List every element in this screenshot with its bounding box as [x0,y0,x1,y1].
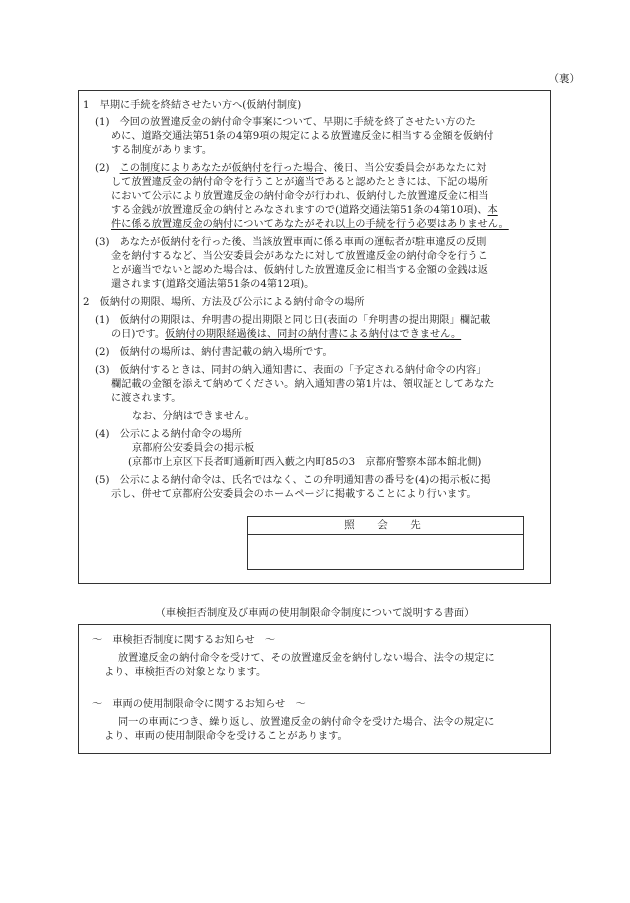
usage-restriction-line2: より、車両の使用制限命令を受けることがあります。 [104,731,348,742]
section2-title: 2 仮納付の期限、場所、方法及び公示による納付命令の場所 [83,297,365,308]
s2-p4-line3: (京都市上京区下長者町通新町西入藪之内町85の3 京都府警察本部本館北側) [128,457,482,468]
s1-p2-line3: において公示により放置違反金の納付命令が行われ、仮納付した放置違反金に相当 [111,191,489,202]
s1-p1-line3: する制度があります。 [111,145,213,156]
s1-p1-line1: (1) 今回の放置違反金の納付命令事案について、早期に手続を終了させたい方のた [95,117,476,128]
s2-p5-line2: 示し、併せて京都府公安委員会のホームページに掲載することにより行います。 [111,489,477,500]
s2-p4-line2: 京都府公安委員会の掲示板 [132,443,255,454]
s2-p3-line1: (3) 仮納付するときは、同封の納入通知書に、表面の「予定される納付命令の内容」 [95,365,487,376]
usage-restriction-heading: ～ 車両の使用制限命令に関するお知らせ ～ [92,699,306,710]
s2-p1-line1: (1) 仮納付の期限は、弁明書の提出期限と同じ日(表面の「弁明書の提出期限」欄記載 [95,315,491,326]
s2-p3-line4: なお、分納はできません。 [132,411,255,422]
s1-p2-line5: 件に係る放置違反金の納付についてあなたがそれ以上の手続を行う必要はありません。 [111,219,509,230]
s1-p3-line1: (3) あなたが仮納付を行った後、当該放置車両に係る車両の運転者が駐車違反の反則 [95,237,487,248]
s2-p4-line1: (4) 公示による納付命令の場所 [95,429,242,440]
s2-p1-line2: の日)です。仮納付の期限経過後は、同封の納付書による納付はできません。 [111,329,462,340]
vehicle-inspection-line2: より、車検拒否の対象となります。 [104,667,267,678]
second-document-caption: （車検拒否制度及び車両の使用制限命令制度について説明する書面） [155,607,475,619]
s1-p2-line1: (2) この制度によりあなたが仮納付を行った場合、後日、当公安委員会があなたに対 [95,163,487,174]
s2-p2: (2) 仮納付の場所は、納付書記載の納入場所です。 [95,347,333,358]
s1-p3-line4: 還されます(道路交通法第51条の4第12項)。 [111,279,315,290]
s2-p5-line1: (5) 公示による納付命令は、氏名ではなく、この弁明通知書の番号を(4)の掲示板に掲 [95,475,491,486]
s1-p3-line3: とが適当でないと認めた場合は、仮納付した放置違反金に相当する金額の金銭は返 [111,265,488,276]
reverse-side-label: （裏） [548,73,580,85]
s1-p3-line2: 金を納付するなど、当公安委員会があなたに対して放置違反金の納付命令を行うこ [111,251,488,262]
vehicle-inspection-line1: 放置違反金の納付命令を受けて、その放置違反金を納付しない場合、法令の規定に [118,653,495,664]
usage-restriction-line1: 同一の車両につき、繰り返し、放置違反金の納付命令を受けた場合、法令の規定に [118,717,495,728]
s1-p1-line2: めに、道路交通法第51条の4第9項の規定による放置違反金に相当する金額を仮納付 [111,131,494,142]
s1-p2-line2: して放置違反金の納付命令を行うことが適当であると認めたときには、下記の場所 [111,177,488,188]
inquiry-box [247,516,524,570]
s2-p3-line3: に渡されます。 [111,393,182,404]
s1-p2-line4: する金銭が放置違反金の納付とみなされますので(道路交通法第51条の4第10項)、本 [111,205,498,216]
inquiry-label: 照 会 先 [248,517,523,535]
section1-title: 1 早期に手続を終結させたい方へ(仮納付制度) [83,100,302,111]
vehicle-inspection-heading: ～ 車検拒否制度に関するお知らせ ～ [92,635,276,646]
s2-p3-line2: 欄記載の金額を添えて納めてください。納入通知書の第1片は、領収証としてあなた [111,379,495,390]
